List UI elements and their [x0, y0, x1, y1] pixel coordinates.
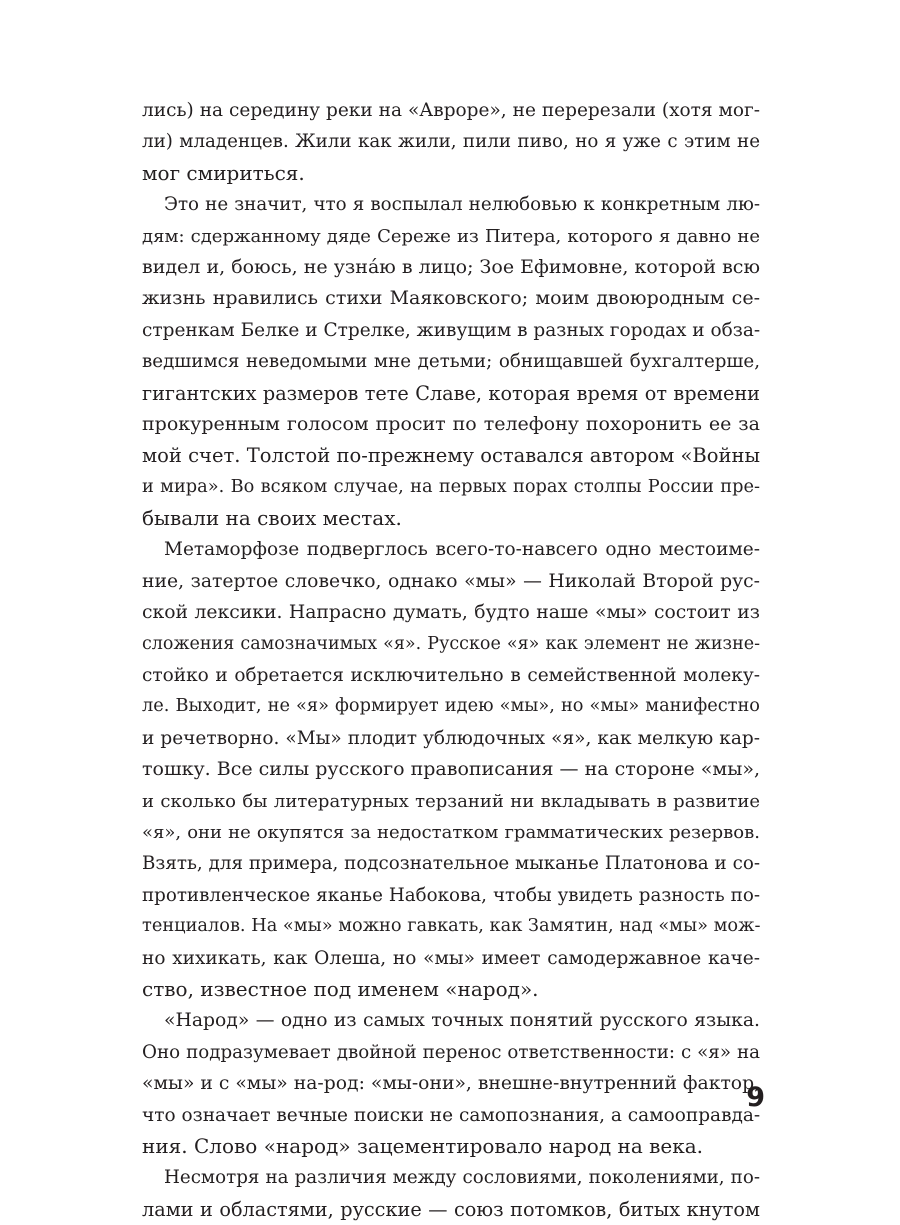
- text-line: стойко и обретается исключительно в семейственной молеку-: [142, 665, 760, 687]
- text-line: сложения самозначимых «я». Русское «я» как элемент не жизне-: [142, 633, 760, 654]
- text-line: ской лексики. Напрасно думать, будто наше «мы» состоит из: [142, 602, 760, 624]
- text-line: и речетворно. «Мы» плодит ублюдочных «я», как мелкую кар-: [142, 727, 760, 749]
- text-line: Оно подразумевает двойной перенос ответственности: с «я» на: [142, 1041, 760, 1063]
- text-line: противленческое яканье Набокова, чтобы увидеть разность по-: [142, 884, 760, 906]
- text-line: стренкам Белке и Стрелке, живущим в разных городах и обза-: [142, 319, 760, 341]
- text-line: Это не значит, что я воспылал нелюбовью к конкретным лю-: [164, 194, 760, 216]
- text-line: «мы» и с «мы» на-род: «мы-они», внешне-внутренний фактор,: [142, 1073, 760, 1095]
- text-line: жизнь нравились стихи Маяковского; моим двоюродным се-: [142, 287, 760, 310]
- body-text: [142, 95, 760, 1225]
- text-line: ния. Слово «народ» зацементировало народ на века.: [142, 1133, 703, 1158]
- text-line: что означает вечные поиски не самопознания, а самооправда-: [142, 1104, 760, 1126]
- text-line: мой счет. Толстой по-прежнему оставался автором «Войны: [142, 444, 760, 468]
- text-line: ле. Выходит, не «я» формирует идею «мы», но «мы» манифестно: [142, 696, 760, 717]
- text-line: дям: сдержанному дяде Сереже из Питера, которого я давно не: [142, 225, 760, 247]
- text-line: тенциалов. На «мы» можно гавкать, как Замятин, над «мы» мож-: [142, 916, 760, 937]
- text-line: тошку. Все силы русского правописания — на стороне «мы»,: [142, 758, 760, 781]
- text-line: ли) младенцев. Жили как жили, пили пиво, но я уже с этим не: [142, 131, 760, 153]
- text-line: ство, известное под именем «народ».: [142, 976, 539, 1001]
- text-line: бывали на своих местах.: [142, 506, 402, 531]
- text-line: видел и, боюсь, не узна́ю в лицо; Зое Ефимовне, которой всю: [142, 255, 760, 278]
- text-line: и сколько бы литературных терзаний ни вкладывать в развитие: [142, 790, 760, 812]
- text-line: ние, затертое словечко, однако «мы» — Николай Второй рус-: [142, 570, 760, 592]
- text-line: но хихикать, как Олеша, но «мы» имеет самодержавное каче-: [142, 947, 760, 969]
- text-line: ведшимся неведомыми мне детьми; обнищавшей бухгалтерше,: [142, 351, 760, 373]
- text-line: лись) на середину реки на «Авроре», не перерезали (хотя мог-: [142, 100, 760, 121]
- text-line: прокуренным голосом просит по телефону похоронить ее за: [142, 412, 760, 435]
- text-line: и мира». Во всяком случае, на первых порах столпы России пре-: [142, 476, 760, 497]
- text-line: гигантских размеров тете Славе, которая время от времени: [142, 381, 760, 405]
- text-line: лами и областями, русские — союз потомков, битых кнутом: [142, 1197, 760, 1221]
- text-line: мог смириться.: [142, 160, 305, 185]
- text-line: «Народ» — одно из самых точных понятий русского языка.: [164, 1010, 760, 1032]
- text-line: «я», они не окупятся за недостатком грамматических резервов.: [142, 821, 760, 843]
- text-line: Метаморфозе подверглось всего-то-навсего одно местоиме-: [164, 539, 760, 561]
- text-line: Взять, для примера, подсознательное мыканье Платонова и со-: [142, 853, 760, 875]
- page-number: 9: [746, 1082, 765, 1113]
- text-line: Несмотря на различия между сословиями, поколениями, по-: [164, 1167, 760, 1189]
